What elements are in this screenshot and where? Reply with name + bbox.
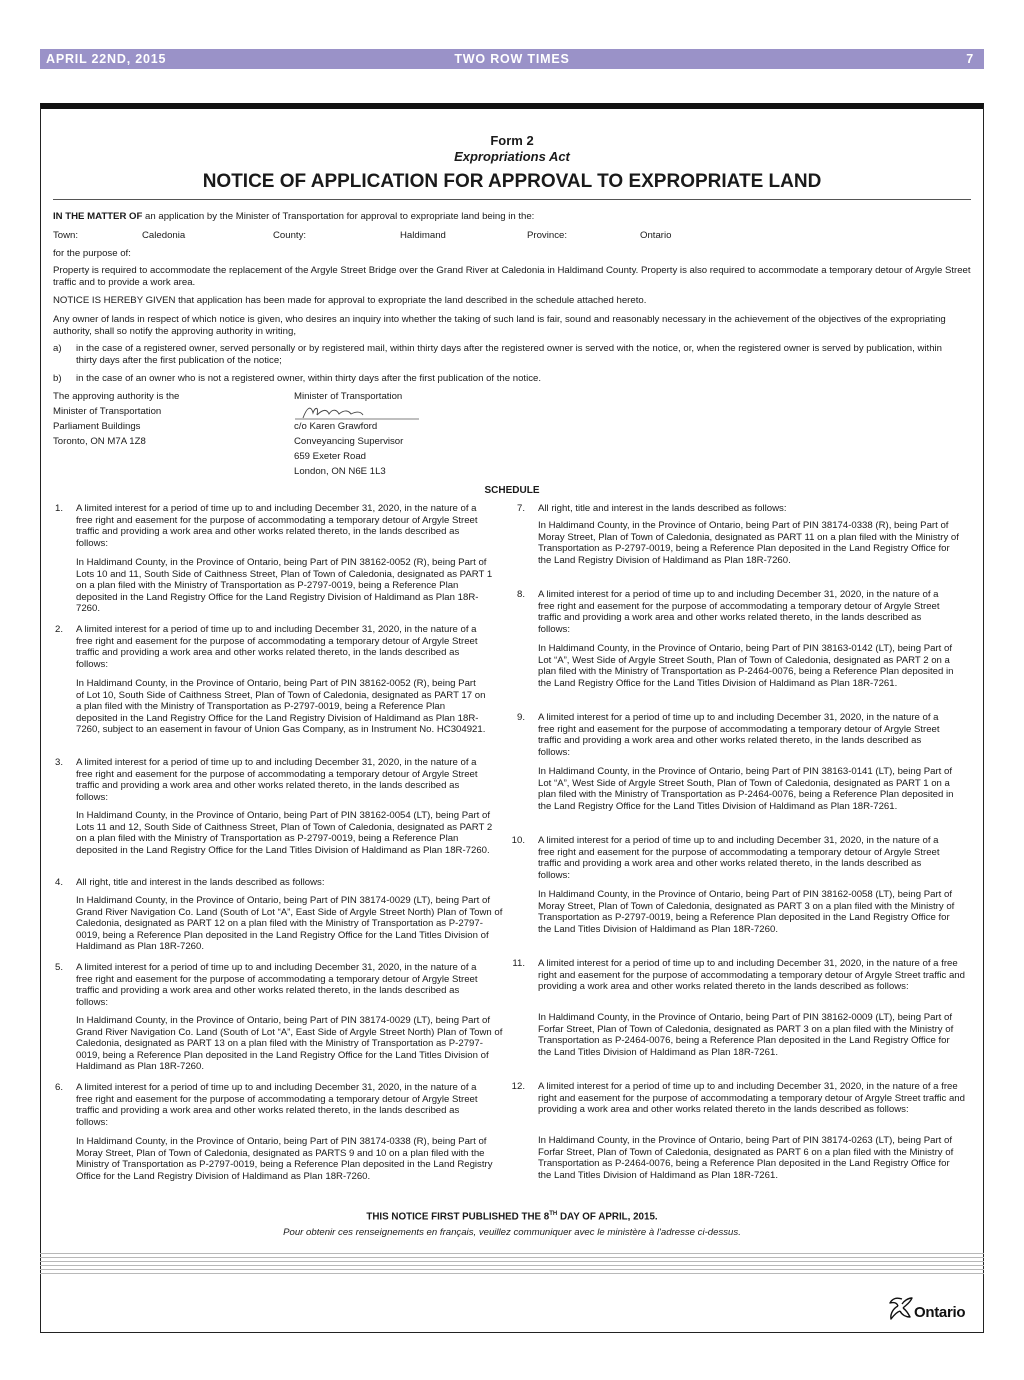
authority-left-line: Toronto, ON M7A 1Z8 — [53, 436, 146, 447]
schedule-item-intro: A limited interest for a period of time up to and including December 31, 2020, in the nature of a free right and easement for the purpose of accommodating a temporary detour of Argyle Street traffic and providing a work area and other works related thereto, in the lands described as follows: — [538, 712, 940, 758]
newspaper-header-bar — [40, 49, 984, 69]
schedule-item-detail: In Haldimand County, in the Province of Ontario, being Part of PIN 38162-0009 (LT), being Part of Forfar Street, Plan of Town of Caledonia, designated as PART 3 on a plan filed with the Ministry of Transportation as P-2464-0076, being a Reference Plan deposited in the Land Registry Office for the Land Titles Division of Haldimand as Plan 18R-7261. — [538, 1012, 954, 1058]
authority-left-line: The approving authority is the — [53, 391, 180, 402]
schedule-item-number: 4. — [54, 877, 63, 888]
footer-rule-lines — [40, 1253, 984, 1279]
page-number: 7 — [966, 52, 974, 66]
schedule-item-intro: A limited interest for a period of time up to and including December 31, 2020, in the nature of a free right and easement for the purpose of accommodating a temporary detour of Argyle Street traffic and providing a work area and other works related thereto, in the lands described as follows: — [76, 757, 478, 803]
schedule-item-detail: In Haldimand County, in the Province of Ontario, being Part of PIN 38162-0052 (R), being Part of Lot 10, South Side of Caithness Street, Plan of Town of Caledonia, designated as PART 17 on a plan filed with the Ministry of Transportation as P-2797-0019, being a Reference Plan deposited in the Land Registry Office for the Land Registry Division of Haldimand as Plan 18R-7260, subject to an easement in favour of Union Gas Company, as in Instrument No. HC304921. — [76, 678, 486, 736]
owner-text: Any owner of lands in respect of which notice is given, who desires an inquiry into whether the taking of such land is fair, sound and reasonably necessary in the achievement of the objectives of the expropriating authority, shall so notify the approving authority in writing, — [53, 314, 946, 337]
authority-left-line: Parliament Buildings — [53, 421, 141, 432]
schedule-item-intro: A limited interest for a period of time up to and including December 31, 2020, in the nature of a free right and easement for the purpose of accommodating a temporary detour of Argyle Street traffic and providing a work area and other works related thereto, in the lands described as follows: — [76, 962, 478, 1008]
schedule-item-intro: A limited interest for a period of time up to and including December 31, 2020, in the nature of a free right and easement for the purpose of accommodating a temporary detour of Argyle Street traffic and providing a work area and other works related thereto, in the lands described as follows: — [76, 1082, 478, 1128]
issue-date: APRIL 22ND, 2015 — [46, 52, 167, 66]
item-b-letter: b) — [53, 373, 62, 384]
french-note: Pour obtenir ces renseignements en français, veuillez communiquer avec le ministère à l'adresse ci-dessus. — [283, 1227, 741, 1238]
title-divider — [53, 199, 971, 200]
schedule-heading: SCHEDULE — [484, 485, 540, 496]
schedule-item-detail: In Haldimand County, in the Province of Ontario, being Part of PIN 38174-0263 (LT), being Part of Forfar Street, Plan of Town of Caledonia, designated as PART 6 on a plan filed with the Ministry of Transportation as P-2464-0076, being a Reference Plan deposited in the Land Registry Office for the Land Titles Division of Haldimand as Plan 18R-7261. — [538, 1135, 954, 1181]
matter-rest: an application by the Minister of Transportation for approval to expropriate land being in the: — [142, 211, 535, 222]
publication-name: TWO ROW TIMES — [454, 52, 570, 66]
act-name: Expropriations Act — [454, 149, 570, 164]
schedule-item-detail: In Haldimand County, in the Province of Ontario, being Part of PIN 38162-0052 (R), being Part of Lots 10 and 11, South Side of Caithness Street, Plan of Town of Caledonia, designated as PART 1 on a plan filed with the Ministry of Transportation as P-2797-0019, being a Reference Plan deposited in the Land Registry Office for the Land Registry Division of Haldimand as Plan 18R-7260. — [76, 557, 493, 615]
schedule-item-intro: A limited interest for a period of time up to and including December 31, 2020, in the nature of a free right and easement for the purpose of accommodating a temporary detour of Argyle Street traffic and providing a work area and other works related thereto, in the lands described as follows: — [76, 503, 478, 549]
ontario-logo-text: Ontario — [914, 1304, 966, 1321]
authority-right-line: c/o Karen Grawford — [294, 421, 378, 432]
schedule-item-intro: A limited interest for a period of time up to and including December 31, 2020, in the nature of a free right and easement for the purpose of accommodating a temporary detour of Argyle Street traffic and providing a work area and other works related thereto, in the lands described as follows: — [538, 835, 940, 881]
schedule-item-intro: A limited interest for a period of time up to and including December 31, 2020, in the nature of a free right and easement for the purpose of accommodating a temporary detour of Argyle Street traffic and providing a work area and other works related thereto, in the lands described as follows: — [538, 589, 940, 635]
form-number: Form 2 — [490, 133, 534, 148]
matter-statement — [53, 211, 973, 223]
schedule-item-intro: A limited interest for a period of time up to and including December 31, 2020, in the nature of a free right and easement for the purpose of accommodating a temporary detour of Argyle Street traffic and providing a work area and other works related thereto, in the lands described as follows: — [76, 624, 478, 670]
purpose-text: Property is required to accommodate the replacement of the Argyle Street Bridge over the Grand River at Caledonia in Haldimand County. Property is also required to accommodate a temporary detour of Argyle Street traffic and to provide a work area. — [53, 265, 971, 288]
schedule-item-number: 7. — [516, 503, 525, 514]
schedule-item-number: 11. — [512, 958, 525, 969]
county-value: Haldimand — [400, 230, 446, 241]
schedule-item-intro: A limited interest for a period of time up to and including December 31, 2020, in the nature of a free right and easement for the purpose of accommodating a temporary detour of Argyle Street traffic and providing a work area and other works related thereto in the lands described as follows: — [538, 1081, 965, 1116]
schedule-item-number: 2. — [54, 624, 63, 635]
schedule-item-intro: All right, title and interest in the lands described as follows: — [76, 877, 325, 888]
matter-bold: IN THE MATTER OF — [53, 211, 143, 222]
authority-right-line: 659 Exeter Road — [294, 451, 366, 462]
authority-right-line: London, ON N6E 1L3 — [294, 466, 386, 477]
schedule-item-detail: In Haldimand County, in the Province of Ontario, being Part of PIN 38162-0058 (LT), being Part of Moray Street, Plan of Town of Caledonia, designated as PART 3 on a plan filed with the Ministry of Transportation as P-2797-0019, being a Reference Plan deposited in the Land Registry Office for the Land Titles Division of Haldimand as Plan 18R-7260. — [538, 889, 955, 935]
first-published-prefix: THIS NOTICE FIRST PUBLISHED THE 8 — [366, 1211, 550, 1223]
schedule-item-detail: In Haldimand County, in the Province of Ontario, being Part of PIN 38174-0029 (LT), being Part of Grand River Navigation Co. Land (South of Lot “A”, East Side of Argyle Street North) Plan of Town of Caledonia, designated as PART 13 on a plan filed with the Ministry of Transportation as P-2797-0019, being a Reference Plan deposited in the Land Registry Office for the Land Titles Division of Haldimand as Plan 18R-7260. — [76, 1015, 503, 1073]
schedule-item-detail: In Haldimand County, in the Province of Ontario, being Part of PIN 38174-0338 (R), being Part of Moray Street, Plan of Town of Caledonia, designated as PARTS 9 and 10 on a plan filed with the Ministry of Transportation as P-2797-0019, being a Reference Plan deposited in the Land Registry Office for the Land Registry Division of Haldimand as Plan 18R-7260. — [76, 1136, 493, 1182]
first-published-sup: TH — [549, 1211, 558, 1217]
schedule-item-detail: In Haldimand County, in the Province of Ontario, being Part of PIN 38174-0029 (LT), being Part of Grand River Navigation Co. Land (South of Lot “A”, East Side of Argyle Street North) Plan of Town of Caledonia, designated as PART 12 on a plan filed with the Ministry of Transportation as P-2797-0019, being a Reference Plan deposited in the Land Registry Office for the Land Titles Division of Haldimand as Plan 18R-7260. — [76, 895, 503, 953]
town-value: Caledonia — [142, 230, 186, 241]
hereby-text: NOTICE IS HEREBY GIVEN that application has been made for approval to expropriate the land described in the schedule attached hereto. — [53, 295, 647, 306]
first-published-suffix: DAY OF APRIL, 2015. — [557, 1211, 658, 1223]
schedule-item-number: 5. — [54, 962, 63, 973]
schedule-item-number: 9. — [516, 712, 525, 723]
schedule-item-detail: In Haldimand County, in the Province of Ontario, being Part of PIN 38163-0142 (LT), being Part of Lot “A”, West Side of Argyle Street South, Plan of Town of Caledonia, designated as PART 2 on a plan filed with the Ministry of Transportation as P-2464-0076, being a Reference Plan deposited in the Land Registry Office for the Land Titles Division of Haldimand as Plan 18R-7261. — [538, 643, 954, 689]
schedule-item-number: 1. — [54, 503, 63, 514]
schedule-item-intro: All right, title and interest in the lands described as follows: — [538, 503, 787, 514]
authority-right-line: Conveyancing Supervisor — [294, 436, 404, 447]
schedule-item-number: 3. — [54, 757, 63, 768]
signature-graphic — [293, 403, 421, 421]
schedule-item-number: 8. — [516, 589, 525, 600]
schedule-item-detail: In Haldimand County, in the Province of Ontario, being Part of PIN 38174-0338 (R), being Part of Moray Street, Plan of Town of Caledonia, designated as PART 11 on a plan filed with the Ministry of Transportation as P-2797-0019, being a Reference Plan deposited in the Land Registry Office for the Land Registry Division of Haldimand as Plan 18R-7260. — [538, 520, 959, 566]
town-label: Town: — [53, 230, 79, 241]
schedule-item-intro: A limited interest for a period of time up to and including December 31, 2020, in the nature of a free right and easement for the purpose of accommodating a temporary detour of Argyle Street traffic and providing a work area and other works related thereto in the lands described as follows: — [538, 958, 965, 993]
schedule-item-number: 12. — [511, 1081, 525, 1092]
purpose-label: for the purpose of: — [53, 248, 131, 259]
item-a-text: in the case of a registered owner, served personally or by registered mail, within thirty days after the registered owner is served with the notice, or, when the registered owner is served by publication, within thirty days after the first publication of the notice; — [76, 343, 943, 366]
authority-right-line: Minister of Transportation — [294, 391, 403, 402]
province-label: Province: — [527, 230, 567, 241]
item-a-letter: a) — [53, 343, 62, 354]
province-value: Ontario — [640, 230, 672, 241]
schedule-item-number: 10. — [511, 835, 525, 846]
schedule-item-number: 6. — [54, 1082, 63, 1093]
item-b-text: in the case of an owner who is not a registered owner, within thirty days after the first publication of the notice. — [76, 373, 542, 384]
first-published-statement — [40, 1211, 984, 1222]
schedule-item-detail: In Haldimand County, in the Province of Ontario, being Part of PIN 38162-0054 (LT), being Part of Lots 11 and 12, South Side of Caithness Street, Plan of Town of Caledonia, designated as PART 2 on a plan filed with the Ministry of Transportation as P-2797-0019, being a Reference Plan deposited in the Land Registry Office for the Land Titles Division of Haldimand as Plan 18R-7260. — [76, 810, 493, 856]
authority-left-line: Minister of Transportation — [53, 406, 162, 417]
county-label: County: — [273, 230, 307, 241]
notice-title: NOTICE OF APPLICATION FOR APPROVAL TO EXPROPRIATE LAND — [202, 171, 822, 192]
schedule-item-detail: In Haldimand County, in the Province of Ontario, being Part of PIN 38163-0141 (LT), being Part of Lot “A”, West Side of Argyle Street South, Plan of Town of Caledonia, designated as PART 1 on a plan filed with the Ministry of Transportation as P-2464-0076, being a Reference Plan deposited in the Land Registry Office for the Land Titles Division of Haldimand as Plan 18R-7261. — [538, 766, 954, 812]
